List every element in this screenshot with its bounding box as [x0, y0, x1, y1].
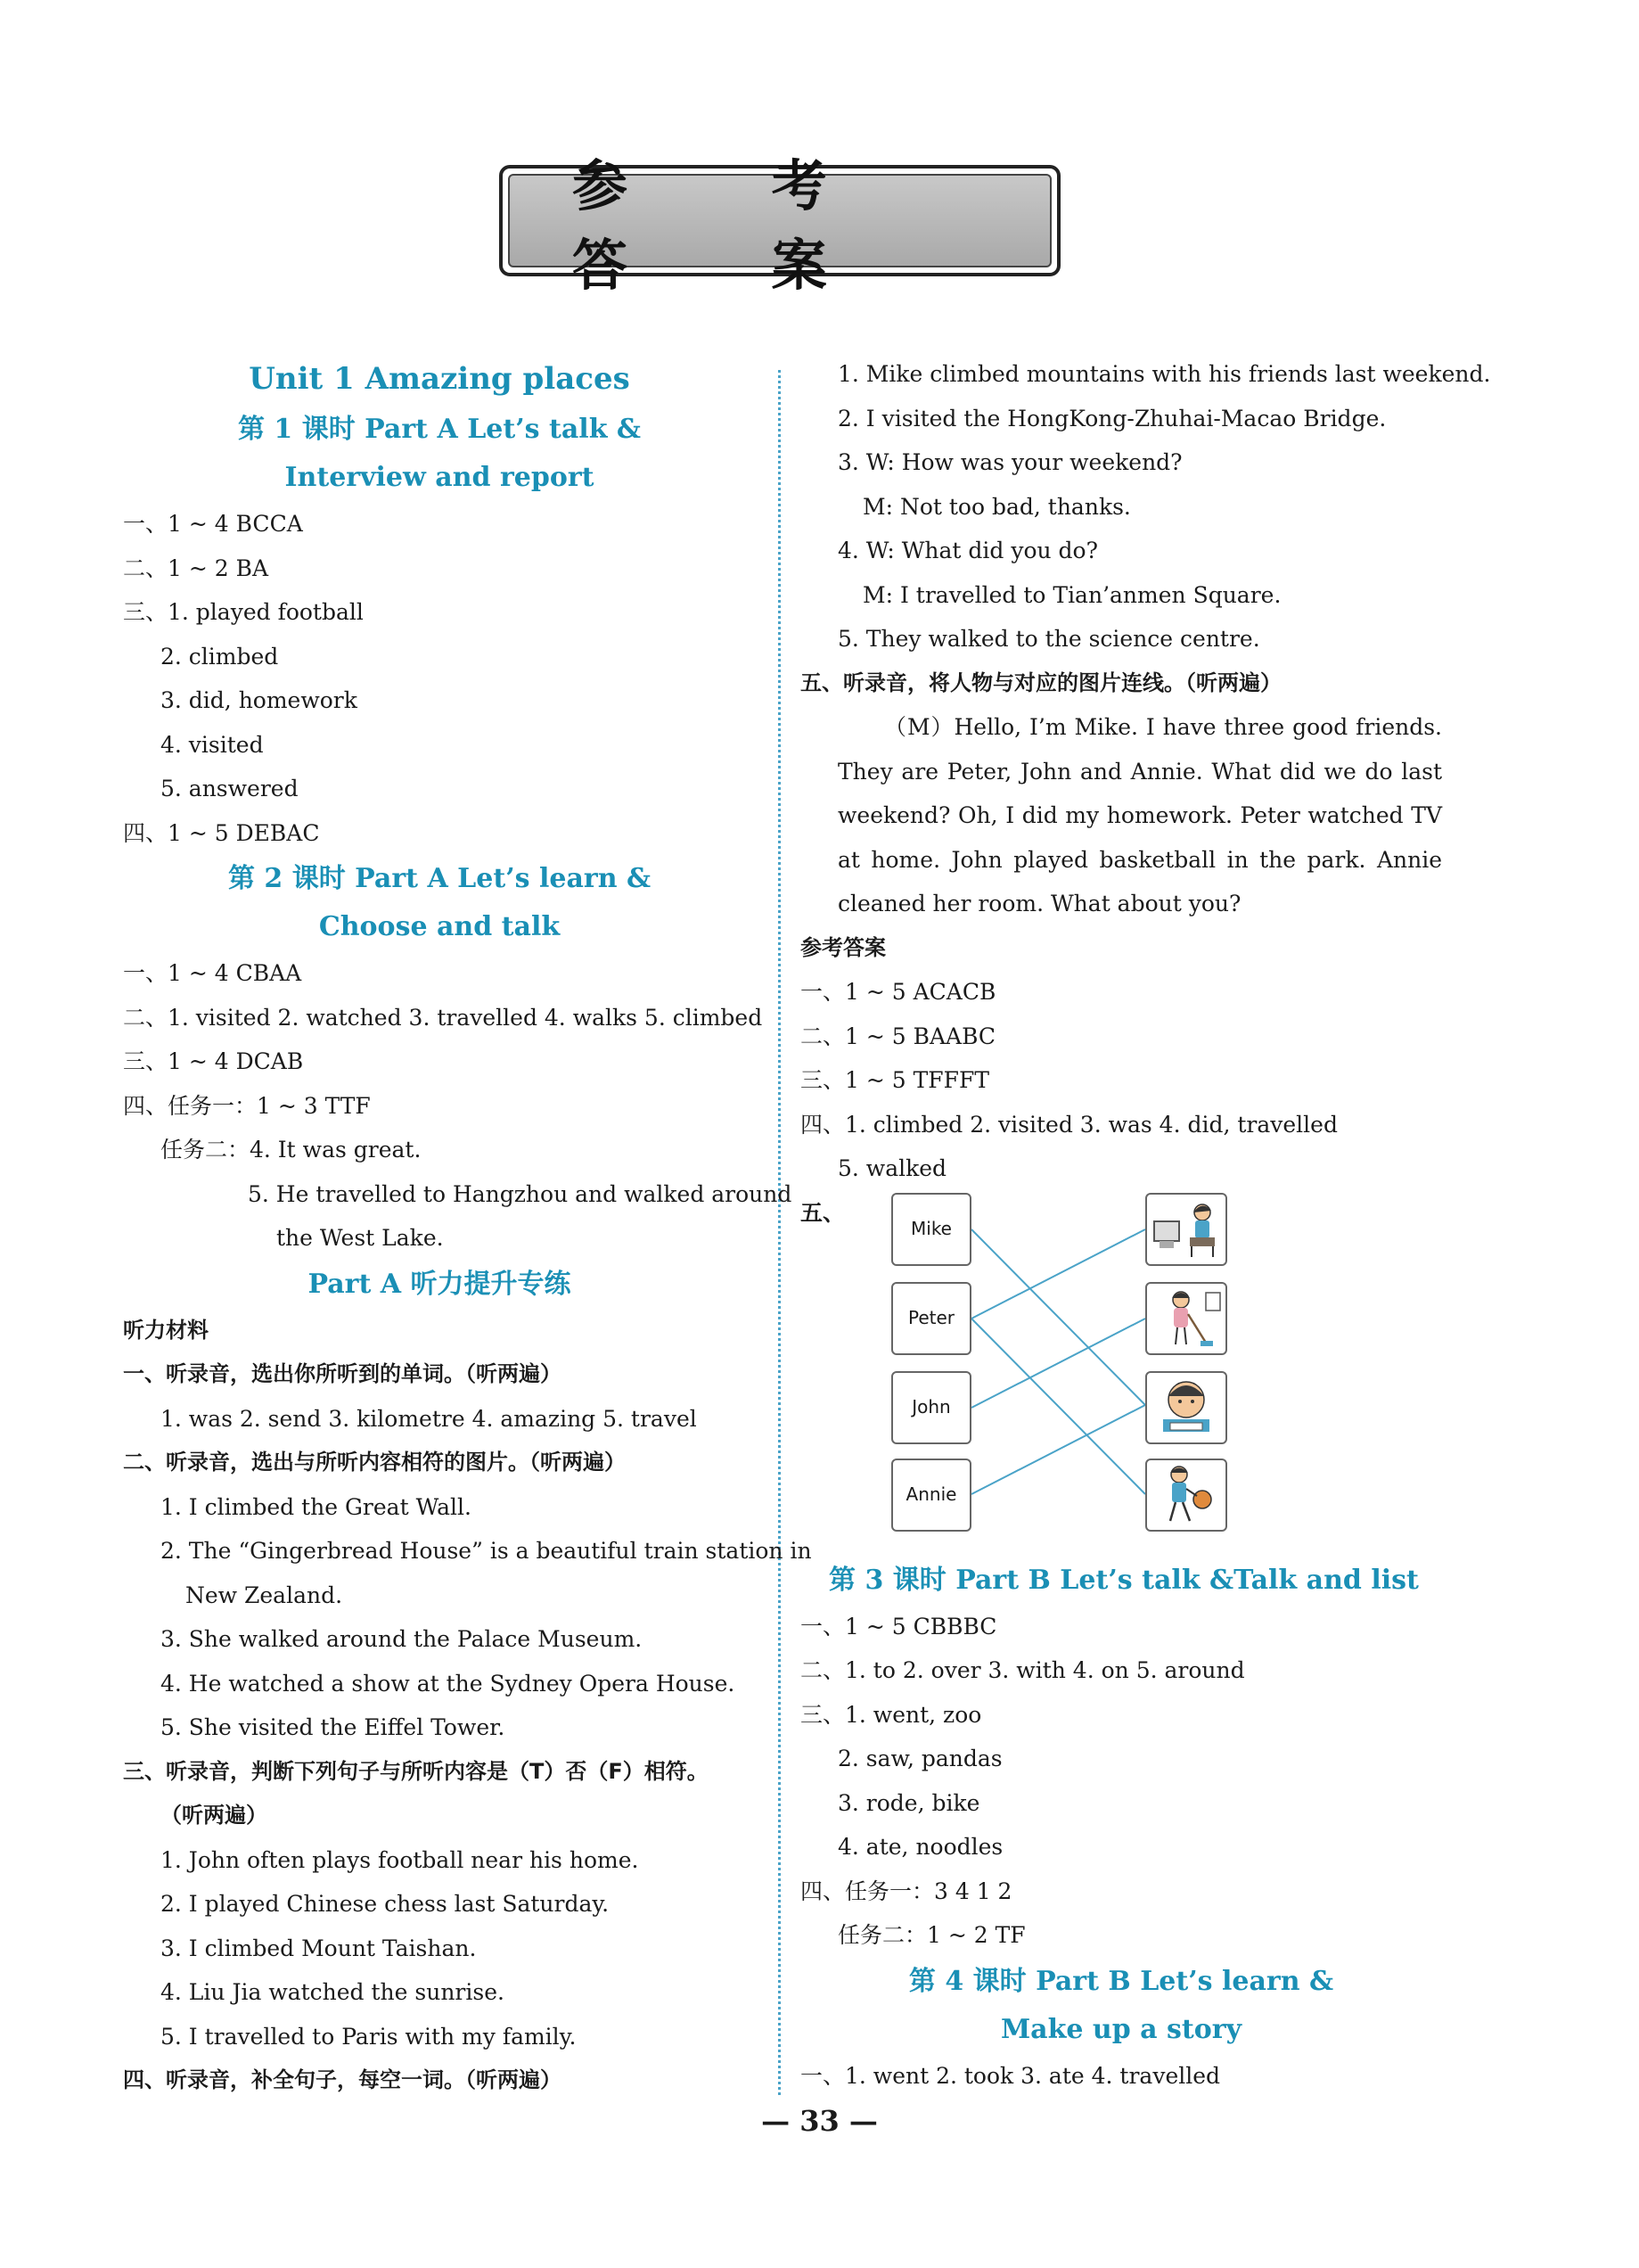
unit-title: Unit 1 Amazing places [249, 361, 630, 397]
answer-line: 4. Liu Jia watched the sunrise. [160, 1979, 504, 2005]
question-heading: 四、听录音，补全句子，每空一词。（听两遍） [123, 2067, 561, 2092]
answer-line: 5. walked [838, 1155, 947, 1181]
match-line-john-cleaning [971, 1319, 1145, 1408]
answer-line: 1. Mike climbed mountains with his friends last weekend. [838, 361, 1491, 387]
answer-line: 一、1 ~ 4 CBAA [123, 960, 302, 986]
answer-line: 3. did, homework [160, 687, 357, 713]
answer-line: 3. She walked around the Palace Museum. [160, 1626, 643, 1652]
answer-line: 2. saw, pandas [838, 1746, 1003, 1771]
question-heading: 五、听录音，将人物与对应的图片连线。（听两遍） [800, 670, 1282, 695]
name-box-peter: Peter [891, 1282, 971, 1355]
answer-line: 四、任务一：1 ~ 3 TTF [123, 1092, 371, 1119]
listening-paragraph: （M）Hello, I’m Mike. I have three good friends. They are Peter, John and Annie. What did we do last weekend? Oh, I did my homework. Peter watched TV at home. John played basketball in the park. Annie cleaned her room. What about you? [838, 714, 1442, 916]
answer-line: 三、1. went, zoo [800, 1701, 982, 1728]
answer-line: 4. He watched a show at the Sydney Opera House. [160, 1670, 735, 1697]
answer-line: 三、1 ~ 4 DCAB [123, 1048, 304, 1074]
answer-line: 2. I visited the HongKong-Zhuhai-Macao Bridge. [838, 405, 1387, 431]
answer-line: 一、1 ~ 5 ACACB [800, 979, 996, 1005]
answer-line: 2. climbed [160, 643, 279, 670]
answer-line: 任务二：4. It was great. [160, 1137, 422, 1163]
lesson4-heading-1: 第 4 课时 Part B Let’s learn & [908, 1965, 1334, 1997]
column-divider [778, 370, 781, 2095]
answer-line: 3. rode, bike [838, 1789, 980, 1816]
answer-line: 任务二：1 ~ 2 TF [838, 1922, 1026, 1948]
answer-line: 3. W: How was your weekend? [838, 449, 1183, 475]
answer-line: 5. answered [160, 776, 299, 801]
answer-line: M: I travelled to Tian’anmen Square. [863, 581, 1282, 608]
name-box-john: John [891, 1371, 971, 1444]
question-heading: 二、听录音，选出与所听内容相符的图片。（听两遍） [123, 1450, 626, 1475]
child-basketball-icon [1147, 1460, 1225, 1530]
lesson3-heading: 第 3 课时 Part B Let’s talk &Talk and list [829, 1564, 1419, 1596]
question-heading: 三、听录音，判断下列句子与所听内容是（T）否（F）相符。 [123, 1758, 709, 1784]
match-line-peter-basketball [971, 1319, 1145, 1494]
listening-heading: Part A 听力提升专练 [307, 1268, 571, 1300]
answer-line: 4. W: What did you do? [838, 538, 1099, 563]
answers-label: 参考答案 [800, 934, 886, 960]
answer-line: 二、1 ~ 5 BAABC [800, 1023, 996, 1049]
match-line-mike-john [971, 1229, 1145, 1405]
lesson1-heading-1: 第 1 课时 Part A Let’s talk & [237, 414, 642, 445]
answer-line: 5. I travelled to Paris with my family. [160, 2023, 577, 2050]
name-box-annie: Annie [891, 1459, 971, 1532]
answer-line: 1. I climbed the Great Wall. [160, 1493, 471, 1520]
title-box [499, 152, 1061, 298]
answer-line: New Zealand. [185, 1582, 343, 1608]
answer-line: 二、1. to 2. over 3. with 4. on 5. around [800, 1657, 1245, 1683]
answer-line: 1. was 2. send 3. kilometre 4. amazing 5. travel [160, 1405, 697, 1432]
answer-line: 一、1 ~ 5 CBBBC [800, 1613, 997, 1639]
answer-line: 4. visited [160, 731, 264, 758]
answer-line: 3. I climbed Mount Taishan. [160, 1935, 477, 1961]
answer-line: 5. She visited the Eiffel Tower. [160, 1714, 505, 1740]
question-heading: 一、听录音，选出你所听到的单词。（听两遍） [123, 1361, 561, 1386]
answer-line: 三、1 ~ 5 TFFFT [800, 1067, 989, 1093]
picture-doing-homework [1145, 1371, 1227, 1444]
lesson1-heading-2: Interview and report [284, 462, 594, 493]
answer-line: 1. John often plays football near his home. [160, 1846, 639, 1873]
answer-line: M: Not too bad, thanks. [863, 493, 1131, 520]
picture-playing-basketball [1145, 1459, 1227, 1532]
answer-line: 2. I played Chinese chess last Saturday. [160, 1891, 610, 1917]
right-column [800, 352, 1491, 2098]
answer-line: 四、1 ~ 5 DEBAC [123, 819, 320, 846]
name-box-mike: Mike [891, 1193, 971, 1266]
answer-line: 三、1. played football [123, 599, 364, 625]
lesson2-heading-1: 第 2 课时 Part A Let’s learn & [227, 863, 652, 894]
child-cleaning-icon [1147, 1284, 1225, 1353]
listening-material-label: 听力材料 [123, 1317, 209, 1343]
answer-line: 二、1 ~ 2 BA [123, 555, 269, 581]
child-tv-icon [1147, 1195, 1225, 1264]
picture-watching-tv [1145, 1193, 1227, 1266]
child-homework-icon [1147, 1373, 1225, 1442]
answer-line: 四、任务一：3 4 1 2 [800, 1878, 1012, 1904]
page-number: — 33 — [761, 2104, 878, 2138]
question-heading-cont: （听两遍） [160, 1803, 267, 1828]
match-line-annie-homework [971, 1405, 1145, 1494]
lesson2-heading-2: Choose and talk [318, 911, 561, 942]
left-column [123, 352, 812, 2103]
answer-line: 5. They walked to the science centre. [838, 626, 1260, 652]
answer-line: 4. ate, noodles [838, 1834, 1004, 1860]
matching-diagram [800, 1191, 1442, 1557]
answer-line: 一、1 ~ 4 BCCA [123, 511, 303, 537]
answer-line: 5. He travelled to Hangzhou and walked around [248, 1180, 792, 1207]
match-line-peter-tv [971, 1229, 1145, 1319]
answer-line: 四、1. climbed 2. visited 3. was 4. did, travelled [800, 1111, 1338, 1138]
answer-line: the West Lake. [276, 1225, 444, 1251]
picture-cleaning-room [1145, 1282, 1227, 1355]
lesson4-heading-2: Make up a story [1000, 2013, 1242, 2045]
answer-line: 二、1. visited 2. watched 3. travelled 4. walks 5. climbed [123, 1004, 763, 1031]
page-title: 参 考 答 案 [508, 174, 1052, 267]
match-question-number: 五、 [800, 1199, 846, 1226]
answer-line: 2. The “Gingerbread House” is a beautiful train station in [160, 1538, 812, 1564]
answer-line: 一、1. went 2. took 3. ate 4. travelled [800, 2062, 1221, 2089]
